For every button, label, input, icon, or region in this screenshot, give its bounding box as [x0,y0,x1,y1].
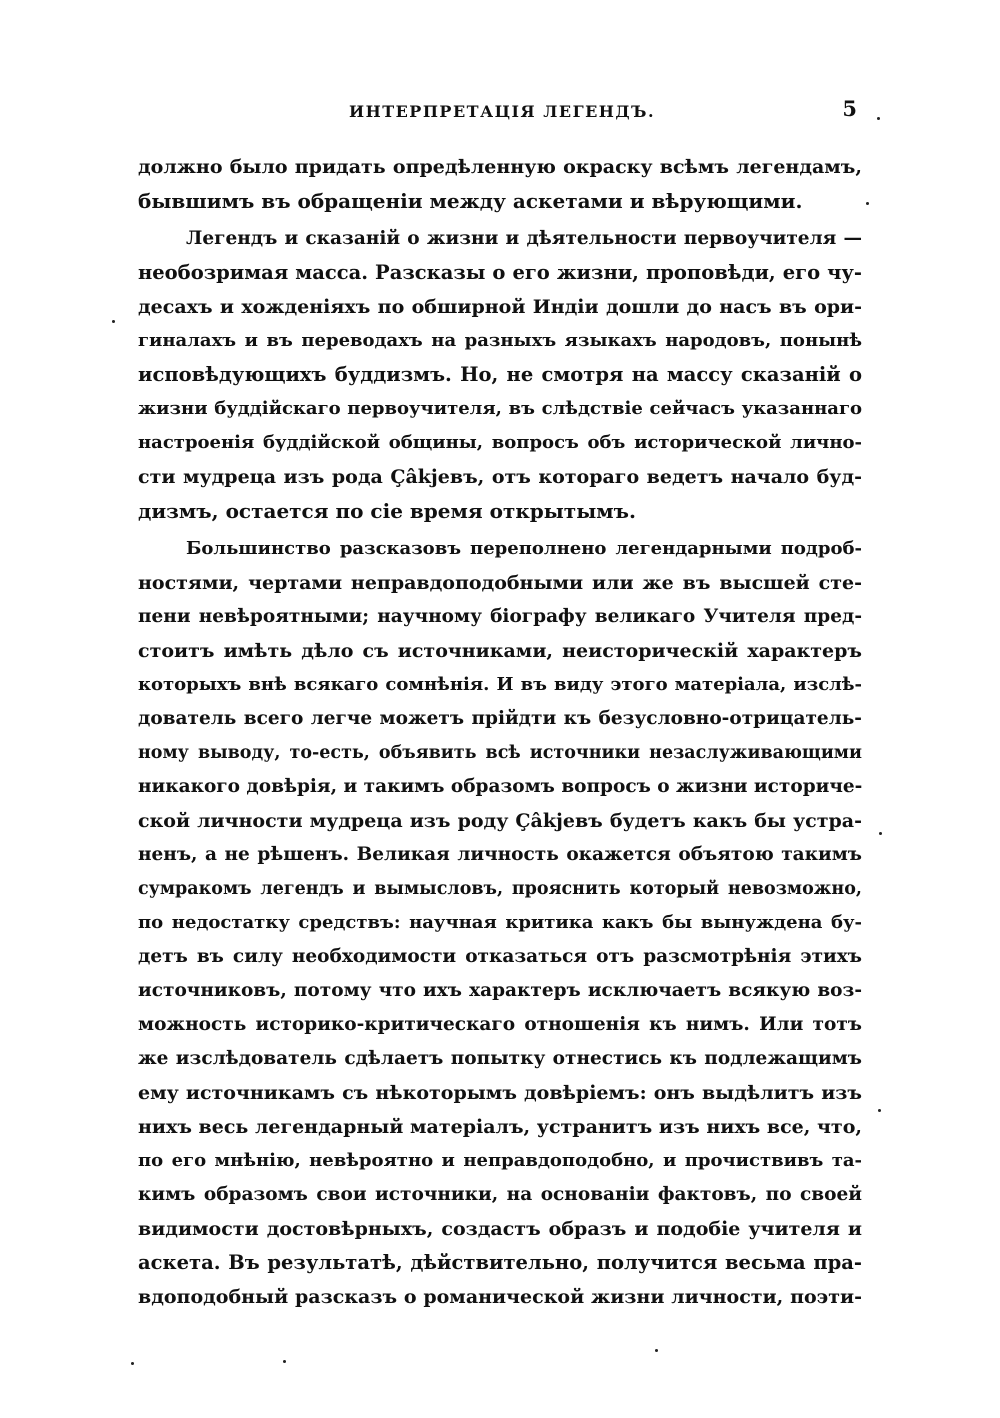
text-line: жизни буддійскаго первоучителя, въ слѣдствіе сейчасъ указаннаго [138,398,862,419]
text-line: ностями, чертами неправдоподобными или же въ высшей сте- [138,572,862,594]
scan-speck [877,117,880,120]
text-line: нихъ весь легендарный матеріалъ, устранитъ изъ нихъ все, что, [138,1116,862,1138]
paragraph-3 [138,532,862,1314]
text-line: видимости достовѣрныхъ, создастъ образъ и подобіе учителя и [138,1218,862,1240]
text-line: ему источникамъ съ нѣкоторымъ довѣріемъ: онъ выдѣлитъ изъ [138,1082,862,1104]
page-header [137,96,867,132]
text-line: можность историко-критическаго отношенія къ нимъ. Или тотъ [138,1014,862,1035]
text-line: Большинство разсказовъ переполнено легендарными подроб- [186,538,862,559]
page-number: 5 [842,96,857,121]
running-title: ИНТЕРПРЕТАЦІЯ ЛЕГЕНДЪ. [348,102,656,121]
scan-speck [879,832,882,835]
text-line: которыхъ внѣ всякаго сомнѣнія. И въ виду этого матеріала, изслѣ- [138,674,862,695]
text-line: же изслѣдователь сдѣлаетъ попытку отнестись къ подлежащимъ [138,1048,862,1069]
text-line: сумракомъ легендъ и вымысловъ, прояснить который невозможно, [138,879,862,899]
text-line: ному выводу, то-есть, объявить всѣ источники незаслуживающими [138,743,862,763]
text-line: бывшимъ въ обращеніи между аскетами и вѣрующими. [138,189,803,213]
text-line: детъ въ силу необходимости отказаться отъ разсмотрѣнія этихъ [138,946,862,967]
text-line: ской личности мудреца изъ роду Çâkjевъ будетъ какъ бы устра- [138,810,862,832]
paragraph-2 [138,222,862,528]
text-line: стоитъ имѣть дѣло съ источниками, неисторическій характеръ [138,640,862,662]
text-body [138,150,862,1314]
text-line: кимъ образомъ свои источники, на основаніи фактовъ, по своей [138,1184,862,1205]
paragraph-1 [138,150,862,218]
scan-speck [131,1362,134,1365]
text-line: источниковъ, потому что ихъ характеръ исключаетъ всякую воз- [138,980,862,1001]
text-line: по его мнѣнію, невѣроятно и неправдоподобно, и прочиствивъ та- [138,1150,862,1171]
scan-speck [655,1349,658,1352]
text-line: никакого довѣрія, и такимъ образомъ вопросъ о жизни историче- [138,776,862,797]
scan-speck [866,202,869,205]
text-line: Легендъ и сказаній о жизни и дѣятельности первоучителя — [186,228,862,249]
text-line: дизмъ, остается по сіе время открытымъ. [138,499,636,523]
text-line: по недостатку средствъ: научная критика какъ бы вынуждена бу- [138,912,862,933]
text-line: необозримая масса. Разсказы о его жизни, проповѣди, его чу- [138,261,862,284]
scan-speck [878,1109,881,1112]
text-line: гиналахъ и въ переводахъ на разныхъ языкахъ народовъ, понынѣ [138,330,862,351]
text-line: вдоподобный разсказъ о романической жизни личности, поэти- [138,1286,862,1308]
text-line: исповѣдующихъ буддизмъ. Но, не смотря на массу сказаній о [138,363,862,386]
text-line: аскета. Въ результатѣ, дѣйствительно, получится весьма пра- [138,1251,862,1274]
scan-speck [112,320,115,323]
text-line: должно было придать опредѣленную окраску всѣмъ легендамъ, [138,156,862,178]
text-line: настроенія буддійской общины, вопросъ объ исторической лично- [138,432,862,453]
text-line: пени невѣроятными; научному біографу великаго Учителя пред- [138,606,862,627]
scan-speck [283,1360,286,1363]
text-line: десахъ и хожденіяхъ по обширной Индіи дошли до насъ въ ори- [138,296,862,318]
text-line: ненъ, а не рѣшенъ. Великая личность окажется объятою такимъ [138,844,862,865]
text-line: дователь всего легче можетъ прійдти къ безусловно-отрицатель- [138,708,862,729]
text-line: сти мудреца изъ рода Çâkjевъ, отъ котораго ведетъ начало буд- [138,466,862,488]
